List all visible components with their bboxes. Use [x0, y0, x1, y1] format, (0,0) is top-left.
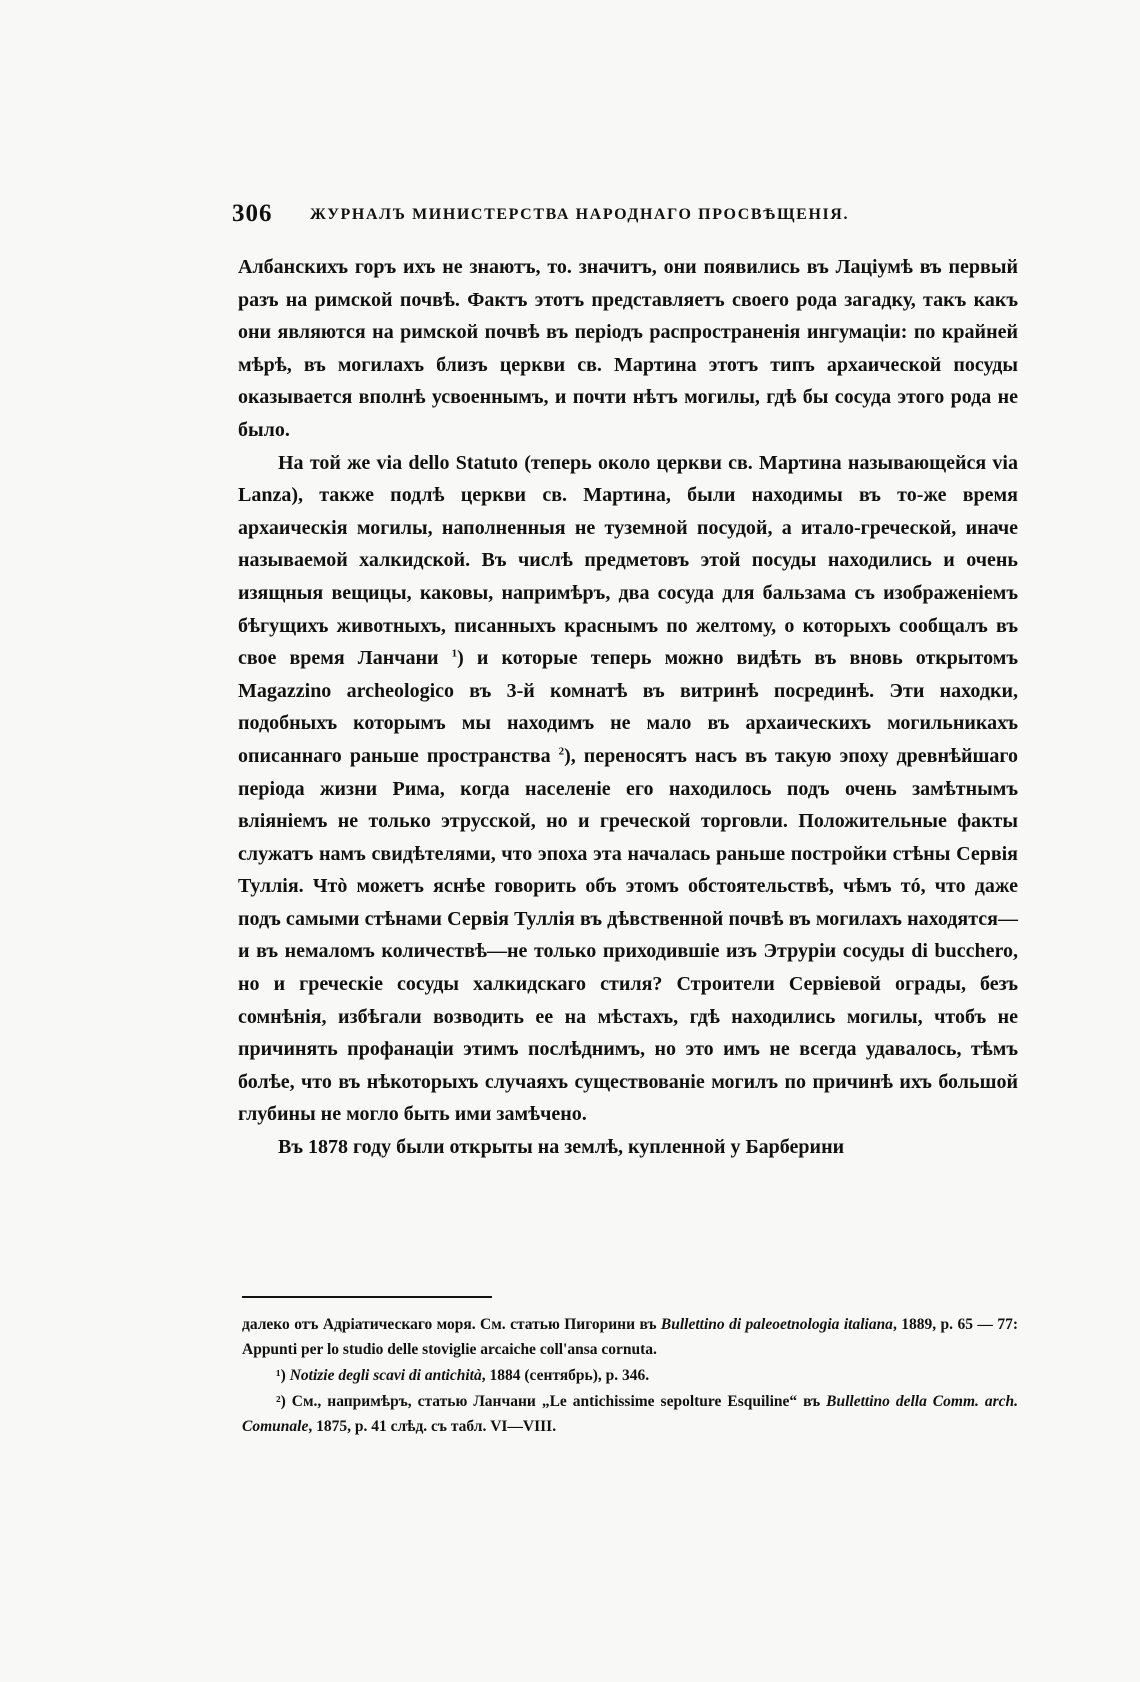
journal-title: ЖУРНАЛЪ МИНИСТЕРСТВА НАРОДНАГО ПРОСВѢЩЕНІЯ.	[310, 206, 850, 223]
footnotes	[242, 1312, 1018, 1440]
footnote-continued	[242, 1312, 1018, 1362]
footnote-2-mark: ²)	[276, 1393, 286, 1410]
footnote-ref-1: 1	[451, 647, 458, 660]
paragraph-2	[238, 447, 1018, 1131]
footnote-2	[242, 1389, 1018, 1439]
paragraph-2-text-c: ), переносятъ насъ въ такую эпоху древнѣйшаго періода жизни Рима, когда населеніе его находилось подъ очень замѣтнымъ вліяніемъ не только этрусской, но и греческой торговли. Положительные факты служатъ намъ свидѣтелями, что эпоха эта началась раньше постройки стѣны Сервія Туллія. Чтò можетъ яснѣе говорить объ этомъ обстоятельствѣ, чѣмъ тó, что даже подъ самыми стѣнами Сервія Туллія въ дѣвственной почвѣ въ могилахъ находятся—и въ немаломъ количествѣ—не только приходившіе изъ Этруріи сосуды di bucchero, но и греческіе сосуды халкидскаго стиля? Строители Сервіевой ограды, безъ сомнѣнія, избѣгали возводить ее на мѣстахъ, гдѣ находились могилы, чтобъ не причинять профанаціи этимъ послѣднимъ, но это имъ не всегда удавалось, тѣмъ болѣе, что въ нѣкоторыхъ случаяхъ существованіе могилъ по причинѣ ихъ большой глубины не могло быть ими замѣчено.	[238, 744, 1018, 1126]
footnote-2-title: Bullettino della Comm. arch. Comunale	[242, 1393, 1019, 1435]
running-head	[232, 200, 1022, 232]
page-number: 306	[232, 200, 273, 227]
footnote-1	[242, 1363, 1018, 1388]
footnote-1-text: , 1884 (сентябрь), p. 346.	[481, 1367, 650, 1384]
main-text	[238, 251, 1018, 1164]
footnote-continued-text-b: , 1889, p. 65 — 77: Appunti per lo studio delle stoviglie arcaiche coll'ansa cornuta.	[242, 1316, 1018, 1358]
paragraph-2-text-a: На той же via dello Statuto (теперь около церкви св. Мартина называющейся via Lanza), также подлѣ церкви св. Мартина, были находимы въ то-же время архаическія могилы, наполненныя не туземной посудой, а итало-греческой, иначе называемой халкидской. Въ числѣ предметовъ этой посуды находились и очень изящныя вещицы, каковы, напримѣръ, два сосуда для бальзама съ изображеніемъ бѣгущихъ животныхъ, писанныхъ краснымъ по желтому, о которыхъ сообщалъ въ свое время Ланчани	[238, 451, 1018, 670]
footnote-1-title: Notizie degli scavi di antichità	[289, 1367, 482, 1384]
footnote-continued-journal: Bullettino di paleoetnologia italiana	[660, 1316, 893, 1333]
footnote-divider	[242, 1296, 492, 1298]
paragraph-2-text-b: ) и которые теперь можно видѣть въ вновь открытомъ Magazzino archeologico въ 3-й комнатѣ въ витринѣ посрединѣ. Эти находки, подобныхъ которымъ мы находимъ не мало въ архаическихъ могильникахъ описаннаго раньше пространства	[238, 647, 1019, 767]
footnote-2-text-b: , 1875, p. 41 слѣд. съ табл. VI—VIII.	[308, 1418, 557, 1435]
paragraph-3: Въ 1878 году были открыты на землѣ, купленной у Барберини	[278, 1136, 845, 1159]
footnote-1-mark: ¹)	[276, 1367, 286, 1384]
footnote-2-text-a: См., напримѣръ, статью Ланчани „Le antichissime sepolture Esquiline“ въ	[291, 1393, 827, 1410]
paragraph-1: Албанскихъ горъ ихъ не знаютъ, то. значитъ, они появились въ Лаціумѣ въ первый разъ на римской почвѣ. Фактъ этотъ представляетъ своего рода загадку, такъ какъ они являются на римской почвѣ въ періодъ распространенія ингумаціи: по крайней мѣрѣ, въ могилахъ близъ церкви св. Мартина этотъ типъ архаической посуды оказывается вполнѣ усвоеннымъ, и почти нѣтъ могилы, гдѣ бы сосуда этого рода не было.	[238, 256, 1018, 441]
footnote-continued-text-a: далеко отъ Адріатическаго моря. См. статью Пигорини въ	[242, 1316, 661, 1333]
footnote-ref-2: 2	[558, 745, 565, 758]
